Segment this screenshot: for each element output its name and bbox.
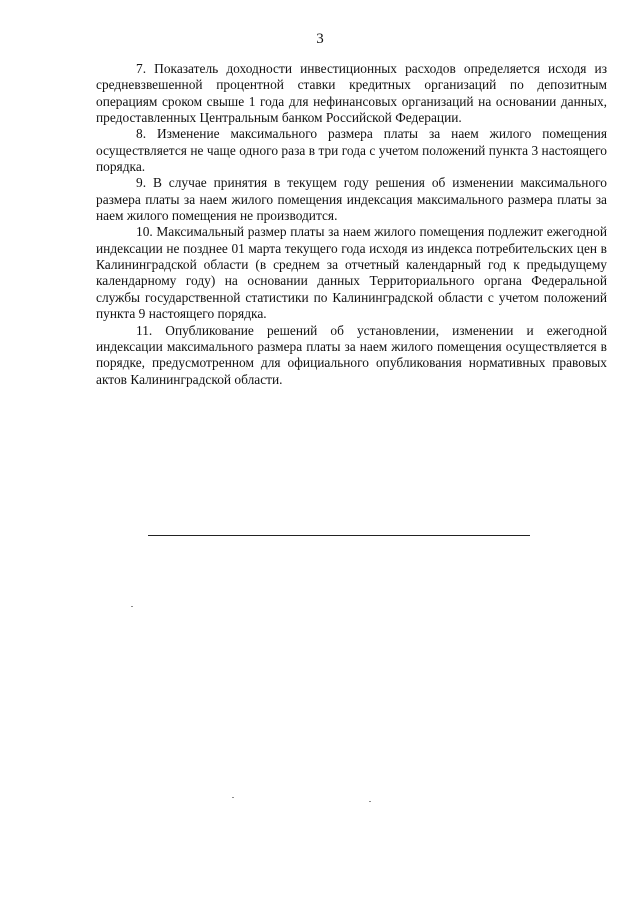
- paragraph-10: 10. Максимальный размер платы за наем жилого помещения подлежит ежегодной индексации не позднее 01 марта текущего года исходя из индекса потребительских цен в Калининградской области (в среднем за отчетный календарный год к предыдущему календарному году) на основании данных Территориального органа Федеральной службы государственной статистики по Калининградской области с учетом положений пункта 9 настоящего порядка.: [96, 224, 607, 322]
- page-number: 3: [316, 31, 324, 47]
- end-separator-line: [148, 535, 530, 536]
- paragraph-8: 8. Изменение максимального размера платы за наем жилого помещения осуществляется не чаще одного раза в три года с учетом положений пункта 3 настоящего порядка.: [96, 126, 607, 175]
- paragraph-7: 7. Показатель доходности инвестиционных расходов определяется исходя из средневзвешенной процентной ставки кредитных организаций по депозитным операциям сроком свыше 1 года для нефинансовых организаций на основании данных, предоставленных Центральным банком Российской Федерации.: [96, 61, 607, 126]
- paragraph-11: 11. Опубликование решений об установлении, изменении и ежегодной индексации максимального размера платы за наем жилого помещения осуществляется в порядке, предусмотренном для официального опубликования нормативных правовых актов Калининградской области.: [96, 322, 607, 387]
- scan-speck: [131, 606, 133, 607]
- paragraph-9: 9. В случае принятия в текущем году решения об изменении максимального размера платы за наем жилого помещения индексация максимального размера платы за наем жилого помещения не производится.: [96, 175, 607, 224]
- scan-speck: [369, 801, 371, 802]
- scan-speck: [232, 797, 234, 798]
- document-body: [96, 61, 607, 388]
